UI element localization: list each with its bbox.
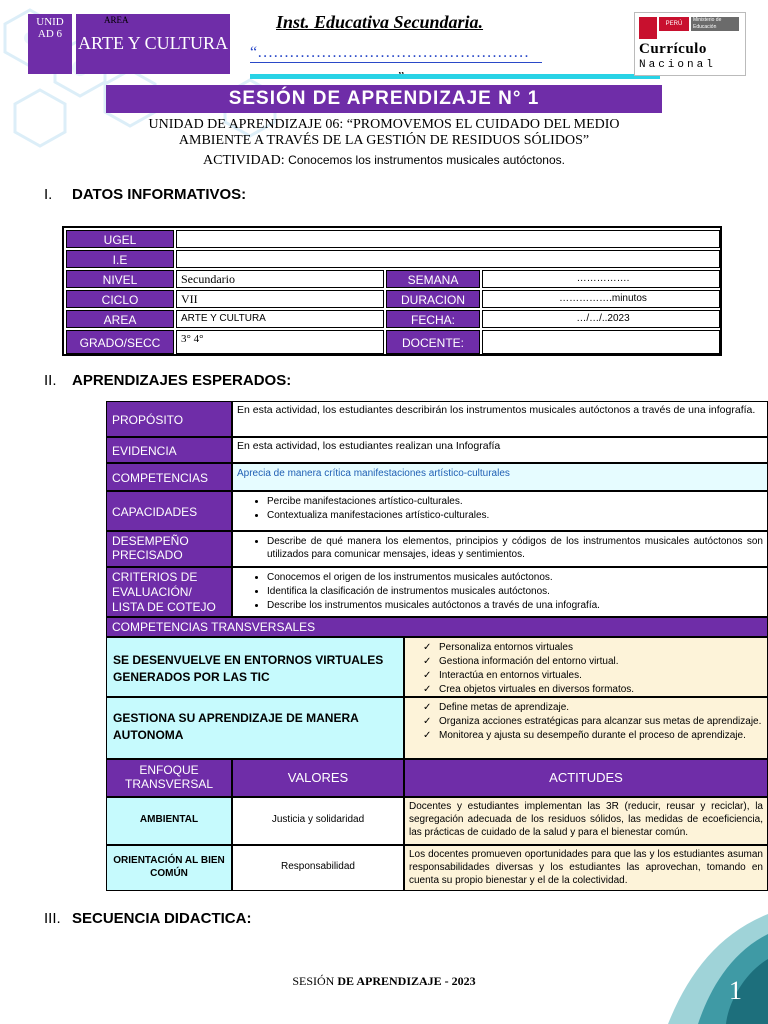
grado-value: 3° 4° <box>176 330 384 354</box>
curriculo-nacional-logo <box>634 12 746 76</box>
section-2-title: APRENDIZAJES ESPERADOS: <box>72 372 292 389</box>
area-small-label: AREA <box>104 15 129 25</box>
semana-value: ……………. <box>482 270 720 288</box>
desempeno-label: DESEMPEÑO PRECISADO <box>106 531 232 567</box>
section-1-title: DATOS INFORMATIVOS: <box>72 186 247 203</box>
criterios-list <box>232 567 768 617</box>
ambiental-actitud: Docentes y estudiantes implementan las 3R (reducir, reusar y reciclar), la segregación adecuada de los residuos sólidos, las medidas de ecoeficiencia, las prácticas de cuidado de la salud y para el bienestar común. <box>404 797 768 845</box>
unit-badge <box>28 14 72 74</box>
capacidades-label: CAPACIDADES <box>106 491 232 531</box>
section-2-heading <box>44 372 291 389</box>
section-1-number: I. <box>44 186 53 203</box>
school-name: Inst. Educativa Secundaria. <box>276 12 484 32</box>
activity-line <box>0 153 768 169</box>
ciclo-value: VII <box>176 290 384 308</box>
bien-comun-enfoque: ORIENTACIÓN AL BIEN COMÚN <box>106 845 232 891</box>
datos-informativos-table <box>62 226 722 356</box>
footer-prefix: SESIÓN <box>292 974 338 988</box>
capacidades-list <box>232 491 768 531</box>
nivel-label: NIVEL <box>66 270 174 288</box>
tic-item: ✓ Interactúa en entornos virtuales. <box>439 669 763 682</box>
page-number: 1 <box>729 976 742 1005</box>
ie-label: I.E <box>66 250 174 268</box>
tic-list <box>404 637 768 697</box>
tic-item: ✓ Personaliza entornos virtuales <box>439 641 763 654</box>
unit-title-line-1: UNIDAD DE APRENDIZAJE 06: “PROMOVEMOS EL CUIDADO DEL MEDIO <box>148 117 620 132</box>
nivel-value: Secundario <box>176 270 384 288</box>
area-badge <box>76 14 230 74</box>
footer-bold: DE APRENDIZAJE - 2023 <box>337 974 476 988</box>
autonoma-item: ✓ Organiza acciones estratégicas para alcanzar sus metas de aprendizaje. <box>439 715 763 728</box>
capacidad-item: • Percibe manifestaciones artístico-culturales. <box>267 495 763 508</box>
section-3-title: SECUENCIA DIDACTICA: <box>72 910 252 927</box>
area-name: ARTE Y CULTURA <box>78 33 228 53</box>
competencias-text: Aprecia de manera crítica manifestaciones artístico-culturales <box>232 463 768 491</box>
wave-corner-decoration <box>628 914 768 1024</box>
proposito-text: En esta actividad, los estudiantes describirán los instrumentos musicales autóctonos a través de una infografía. <box>232 401 768 437</box>
section-3-number: III. <box>44 910 61 927</box>
competencias-label: COMPETENCIAS <box>106 463 232 491</box>
page-footer <box>0 974 768 989</box>
bien-comun-actitud: Los docentes promueven oportunidades para que las y los estudiantes asuman responsabilidades diversas y los estudiantes las aprovechan, tomando en cuenta su propio bienestar y el de la colectividad. <box>404 845 768 891</box>
autonoma-item: ✓ Monitorea y ajusta su desempeño durante el proceso de aprendizaje. <box>439 729 763 742</box>
peru-label: PERÚ <box>659 17 689 31</box>
autonoma-competencia: GESTIONA SU APRENDIZAJE DE MANERA AUTONOMA <box>106 697 404 759</box>
docente-value <box>482 330 720 354</box>
desempeno-list <box>232 531 768 567</box>
actitudes-header: ACTITUDES <box>404 759 768 797</box>
shield-icon <box>639 17 657 39</box>
aprendizajes-table <box>106 401 768 891</box>
criterio-item: • Identifica la clasificación de instrumentos musicales autóctonos. <box>267 585 763 598</box>
tic-competencia: SE DESENVUELVE EN ENTORNOS VIRTUALES GENERADOS POR LAS TIC <box>106 637 404 697</box>
autonoma-item: ✓ Define metas de aprendizaje. <box>439 701 763 714</box>
fecha-label: FECHA: <box>386 310 480 328</box>
desempeno-item: • Describe de qué manera los elementos, principios y códigos de los instrumentos musicales autóctonos son utilizados para comunicar mensajes, ideas y sentimientos. <box>267 535 763 561</box>
tic-item: ✓ Crea objetos virtuales en diversos formatos. <box>439 683 763 696</box>
section-3-heading <box>44 910 251 927</box>
criterio-item: • Describe los instrumentos musicales autóctonos a través de una infografía. <box>267 599 763 612</box>
fecha-value: …/…/..2023 <box>482 310 720 328</box>
ambiental-enfoque: AMBIENTAL <box>106 797 232 845</box>
bien-comun-valor: Responsabilidad <box>232 845 404 891</box>
valores-header: VALORES <box>232 759 404 797</box>
logo-title: Currículo <box>639 41 707 57</box>
ugel-label: UGEL <box>66 230 174 248</box>
section-1-heading <box>44 186 246 203</box>
proposito-label: PROPÓSITO <box>106 401 232 437</box>
ie-value <box>176 250 720 268</box>
docente-label: DOCENTE: <box>386 330 480 354</box>
grado-label: GRADO/SECC <box>66 330 174 354</box>
tic-item: ✓ Gestiona información del entorno virtual. <box>439 655 763 668</box>
logo-subtitle: Nacional <box>639 59 716 71</box>
capacidad-item: • Contextualiza manifestaciones artístico-culturales. <box>267 509 763 522</box>
school-quote-field: “…………………………………………… <box>250 44 542 63</box>
criterio-item: • Conocemos el origen de los instrumentos musicales autóctonos. <box>267 571 763 584</box>
duracion-value: …………….minutos <box>482 290 720 308</box>
competencias-transversales-header: COMPETENCIAS TRANSVERSALES <box>106 617 768 637</box>
ministry-label: Ministerio de Educación <box>691 17 739 31</box>
evidencia-text: En esta actividad, los estudiantes realizan una Infografía <box>232 437 768 463</box>
unit-label: UNID AD 6 <box>36 16 64 40</box>
activity-label: ACTIVIDAD: <box>203 153 285 168</box>
autonoma-list <box>404 697 768 759</box>
section-2-number: II. <box>44 372 57 389</box>
ciclo-label: CICLO <box>66 290 174 308</box>
header-accent-line <box>250 74 660 79</box>
duracion-label: DURACION <box>386 290 480 308</box>
semana-label: SEMANA <box>386 270 480 288</box>
area-value: ARTE Y CULTURA <box>176 310 384 328</box>
ambiental-valor: Justicia y solidaridad <box>232 797 404 845</box>
evidencia-label: EVIDENCIA <box>106 437 232 463</box>
area-label: AREA <box>66 310 174 328</box>
activity-value: Conocemos los instrumentos musicales autóctonos. <box>288 153 565 167</box>
ugel-value <box>176 230 720 248</box>
unit-title-line-2: AMBIENTE A TRAVÉS DE LA GESTIÓN DE RESIDUOS SÓLIDOS” <box>178 133 590 148</box>
session-title: SESIÓN DE APRENDIZAJE N° 1 <box>106 85 662 113</box>
enfoque-header: ENFOQUE TRANSVERSAL <box>106 759 232 797</box>
criterios-label: CRITERIOS DE EVALUACIÓN/ LISTA DE COTEJO <box>106 567 232 617</box>
